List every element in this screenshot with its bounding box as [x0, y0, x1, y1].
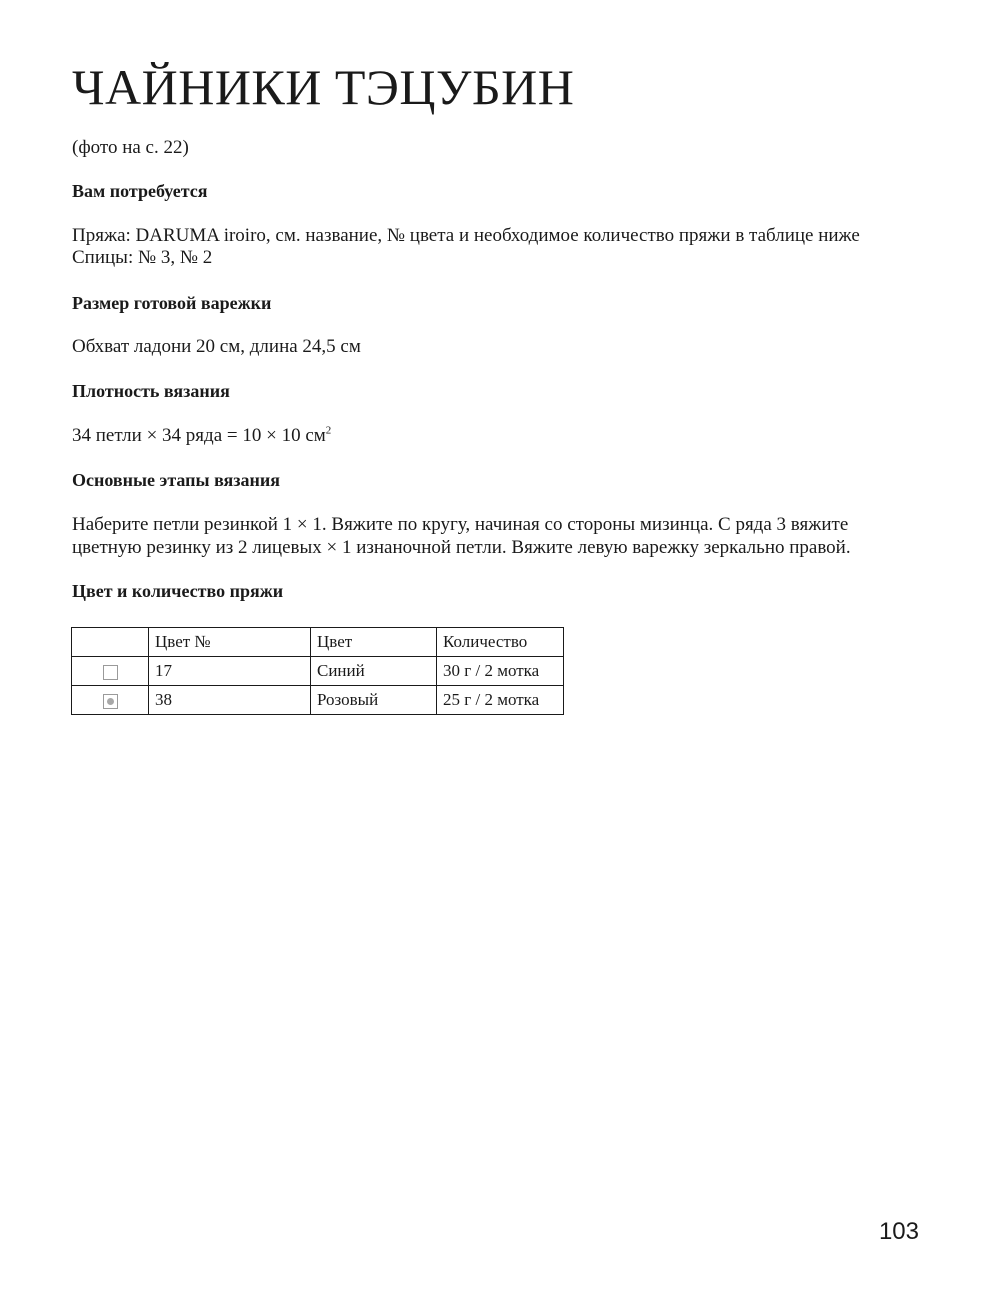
yarn-table — [71, 627, 564, 715]
page-number: 103 — [878, 1218, 919, 1245]
gauge-heading: Плотность вязания — [72, 381, 230, 401]
yarn-line: Пряжа: DARUMA iroiro, см. название, № цвета и необходимое количество пряжи в таблице ниже — [72, 225, 860, 246]
page-title: ЧАЙНИКИ ТЭЦУБИН — [72, 59, 575, 115]
steps-line-1: Наберите петли резинкой 1 × 1. Вяжите по кругу, начиная со стороны мизинца. С ряда 3 вяжите — [72, 514, 849, 535]
symbol-cell — [72, 686, 149, 715]
dot-square-icon — [103, 694, 118, 709]
steps-heading: Основные этапы вязания — [72, 470, 281, 490]
color-name-cell: Розовый — [311, 686, 437, 715]
needles-line: Спицы: № 3, № 2 — [72, 247, 213, 268]
symbol-cell — [72, 657, 149, 686]
gauge-value: 34 петли × 34 ряда = 10 × 10 см — [72, 425, 326, 446]
table-header-row — [72, 628, 564, 657]
yarn-table-heading: Цвет и количество пряжи — [72, 581, 284, 601]
size-text: Обхват ладони 20 см, длина 24,5 см — [72, 336, 361, 357]
amount-cell: 25 г / 2 мотка — [437, 686, 564, 715]
header-cell-amount: Количество — [437, 628, 564, 657]
color-name-cell: Синий — [311, 657, 437, 686]
steps-line-2: цветную резинку из 2 лицевых × 1 изнаночной петли. Вяжите левую варежку зеркально правой. — [72, 537, 851, 558]
materials-heading: Вам потребуется — [72, 181, 208, 201]
color-number-cell: 38 — [149, 686, 311, 715]
gauge-superscript: 2 — [325, 424, 332, 437]
photo-reference: (фото на с. 22) — [72, 137, 189, 158]
header-cell-number: Цвет № — [149, 628, 311, 657]
header-cell-symbol — [72, 628, 149, 657]
gauge-text — [72, 425, 331, 447]
header-cell-color: Цвет — [311, 628, 437, 657]
color-number-cell: 17 — [149, 657, 311, 686]
amount-cell: 30 г / 2 мотка — [437, 657, 564, 686]
table-row — [72, 686, 564, 715]
table-row — [72, 657, 564, 686]
empty-square-icon — [103, 665, 118, 680]
size-heading: Размер готовой варежки — [72, 293, 272, 313]
